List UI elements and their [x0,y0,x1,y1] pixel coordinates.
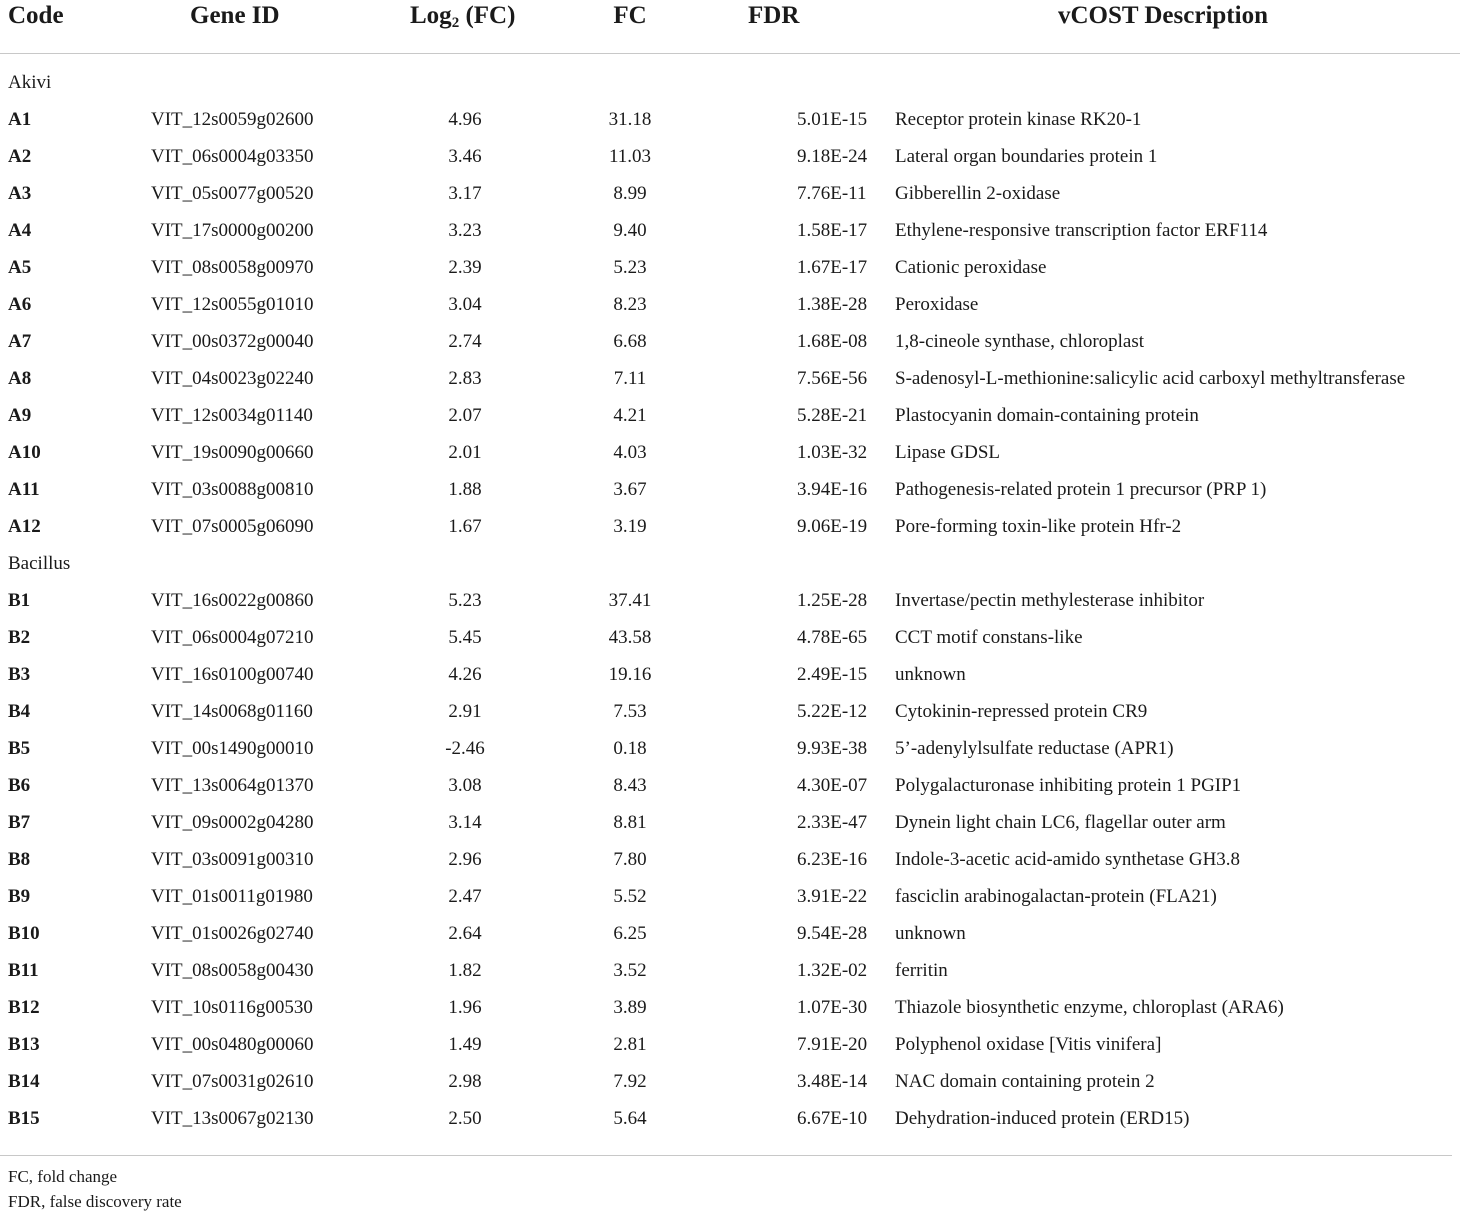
cell-log2fc: 1.88 [448,478,482,500]
cell-fc: 11.03 [608,145,652,167]
cell-log2fc: 2.83 [448,367,482,389]
cell-fdr: 9.18E-24 [797,145,868,167]
cell-fc: 3.89 [613,996,647,1018]
table-row [0,434,1460,471]
cell-description: Ethylene-responsive transcription factor ERF114 [895,219,1268,241]
cell-log2fc: 1.82 [448,959,482,981]
cell-description: Pore-forming toxin-like protein Hfr-2 [895,515,1182,537]
table-row [0,397,1460,434]
cell-description: Gibberellin 2-oxidase [895,182,1061,204]
cell-fc: 2.81 [613,1033,647,1055]
cell-log2fc: 2.01 [448,441,482,463]
cell-description: Indole-3-acetic acid-amido synthetase GH3.8 [895,848,1241,870]
cell-fc: 8.99 [613,182,647,204]
cell-description: unknown [895,922,966,944]
table-row [0,175,1460,212]
cell-description: Thiazole biosynthetic enzyme, chloroplast (ARA6) [895,996,1284,1018]
cell-log2fc: 2.98 [448,1070,482,1092]
footer-divider [0,1155,1452,1156]
cell-fc: 7.53 [613,700,647,722]
cell-fdr: 1.67E-17 [797,256,868,278]
cell-log2fc: 2.96 [448,848,482,870]
cell-code: B5 [8,737,31,759]
cell-log2fc: 5.23 [448,589,482,611]
cell-fdr: 9.06E-19 [797,515,868,537]
cell-code: B9 [8,885,31,907]
cell-code: B11 [8,959,39,981]
cell-fdr: 2.33E-47 [797,811,868,833]
header-log2fc [335,0,595,53]
header-code: Code [0,0,140,53]
cell-gene-id: VIT_12s0059g02600 [151,108,314,130]
cell-gene-id: VIT_01s0026g02740 [151,922,314,944]
cell-code: B14 [8,1070,40,1092]
table-row [0,841,1460,878]
cell-fc: 8.43 [613,774,647,796]
table-row [0,360,1460,397]
cell-description: Receptor protein kinase RK20-1 [895,108,1142,130]
cell-gene-id: VIT_19s0090g00660 [151,441,314,463]
table-row [0,730,1460,767]
cell-log2fc: 2.74 [448,330,482,352]
cell-gene-id: VIT_16s0100g00740 [151,663,314,685]
table-row [0,656,1460,693]
cell-fc: 7.80 [613,848,647,870]
cell-code: B2 [8,626,31,648]
cell-log2fc: 2.50 [448,1107,482,1129]
cell-gene-id: VIT_10s0116g00530 [151,996,313,1018]
cell-code: A6 [8,293,32,315]
cell-gene-id: VIT_08s0058g00970 [151,256,314,278]
cell-log2fc: -2.46 [445,737,485,759]
cell-gene-id: VIT_00s0372g00040 [151,330,314,352]
cell-fdr: 3.94E-16 [797,478,868,500]
cell-fc: 7.11 [613,367,647,389]
cell-log2fc: 5.45 [448,626,482,648]
cell-fdr: 1.68E-08 [797,330,868,352]
cell-description: Lateral organ boundaries protein 1 [895,145,1158,167]
cell-log2fc: 1.96 [448,996,482,1018]
table-row [0,471,1460,508]
cell-fdr: 2.49E-15 [797,663,868,685]
cell-log2fc: 1.67 [448,515,482,537]
cell-fdr: 1.07E-30 [797,996,868,1018]
cell-gene-id: VIT_03s0088g00810 [151,478,314,500]
cell-description: NAC domain containing protein 2 [895,1070,1155,1092]
cell-log2fc: 3.46 [448,145,482,167]
cell-fc: 3.67 [613,478,647,500]
cell-fc: 6.68 [613,330,647,352]
table-row [0,323,1460,360]
cell-code: A12 [8,515,41,537]
header-fdr: FDR [665,0,893,53]
cell-gene-id: VIT_07s0005g06090 [151,515,314,537]
cell-fdr: 6.67E-10 [797,1107,868,1129]
footnote-fdr: FDR, false discovery rate [8,1192,182,1211]
table-row [0,915,1460,952]
cell-code: A4 [8,219,32,241]
cell-log2fc: 2.64 [448,922,482,944]
cell-fdr: 9.93E-38 [797,737,868,759]
cell-log2fc: 3.08 [448,774,482,796]
table-row [0,878,1460,915]
cell-gene-id: VIT_14s0068g01160 [151,700,313,722]
cell-description: Cationic peroxidase [895,256,1047,278]
cell-gene-id: VIT_00s1490g00010 [151,737,314,759]
cell-fc: 9.40 [613,219,647,241]
cell-fc: 43.58 [608,626,652,648]
footnote-fc: FC, fold change [8,1167,118,1186]
cell-gene-id: VIT_12s0055g01010 [151,293,314,315]
cell-gene-id: VIT_05s0077g00520 [151,182,314,204]
cell-fdr: 4.30E-07 [797,774,868,796]
cell-fc: 4.21 [613,404,647,426]
cell-fc: 31.18 [608,108,652,130]
table-row [0,952,1460,989]
table-row [0,804,1460,841]
cell-gene-id: VIT_17s0000g00200 [151,219,314,241]
cell-code: A10 [8,441,41,463]
cell-log2fc: 2.47 [448,885,482,907]
cell-description: unknown [895,663,966,685]
cell-fc: 4.03 [613,441,647,463]
cell-gene-id: VIT_06s0004g03350 [151,145,314,167]
cell-code: B15 [8,1107,40,1129]
cell-description: Lipase GDSL [895,441,1001,463]
cell-fc: 3.52 [613,959,647,981]
table-row [0,989,1460,1026]
cell-fdr: 1.03E-32 [797,441,868,463]
cell-fdr: 3.48E-14 [797,1070,868,1092]
cell-fdr: 3.91E-22 [797,885,868,907]
group-row [0,545,1460,582]
cell-log2fc: 4.96 [448,108,482,130]
footnotes [8,1164,182,1214]
cell-description: Peroxidase [895,293,979,315]
table-row [0,693,1460,730]
cell-fdr: 4.78E-65 [797,626,868,648]
cell-description: Polygalacturonase inhibiting protein 1 PGIP1 [895,774,1242,796]
cell-fdr: 1.25E-28 [797,589,868,611]
cell-log2fc: 3.04 [448,293,482,315]
cell-description: Plastocyanin domain-containing protein [895,404,1199,426]
header-log-prefix: Log [410,2,452,29]
table-row [0,212,1460,249]
cell-fdr: 5.01E-15 [797,108,868,130]
cell-fdr: 9.54E-28 [797,922,868,944]
cell-code: B4 [8,700,31,722]
cell-description: 1,8-cineole synthase, chloroplast [895,330,1145,352]
cell-description: ferritin [895,959,948,981]
header-description: vCOST Description [893,0,1460,53]
cell-fc: 8.23 [613,293,647,315]
cell-gene-id: VIT_04s0023g02240 [151,367,314,389]
cell-code: A11 [8,478,40,500]
table-row [0,582,1460,619]
cell-description: 5’-adenylylsulfate reductase (APR1) [895,737,1174,759]
group-row [0,53,1460,101]
cell-description: fasciclin arabinogalactan-protein (FLA21) [895,885,1217,907]
cell-gene-id: VIT_13s0064g01370 [151,774,314,796]
cell-code: B1 [8,589,31,611]
cell-fc: 6.25 [613,922,647,944]
cell-code: B12 [8,996,40,1018]
table-body [0,53,1460,1137]
cell-fdr: 7.76E-11 [797,182,867,204]
cell-gene-id: VIT_03s0091g00310 [151,848,314,870]
cell-gene-id: VIT_12s0034g01140 [151,404,313,426]
cell-gene-id: VIT_09s0002g04280 [151,811,314,833]
table-row [0,1063,1460,1100]
cell-code: A9 [8,404,32,426]
cell-fdr: 7.91E-20 [797,1033,868,1055]
cell-log2fc: 2.07 [448,404,482,426]
header-row [0,0,1460,53]
cell-fdr: 7.56E-56 [797,367,868,389]
table-row [0,286,1460,323]
table-row [0,138,1460,175]
cell-description: S-adenosyl-L-methionine:salicylic acid carboxyl methyltransferase [895,367,1406,389]
cell-code: B13 [8,1033,40,1055]
cell-fc: 5.23 [613,256,647,278]
table-row [0,249,1460,286]
cell-description: Pathogenesis-related protein 1 precursor (PRP 1) [895,478,1267,500]
cell-code: A8 [8,367,32,389]
cell-description: CCT motif constans-like [895,626,1083,648]
cell-fdr: 5.22E-12 [797,700,868,722]
cell-gene-id: VIT_13s0067g02130 [151,1107,314,1129]
cell-fc: 7.92 [613,1070,647,1092]
cell-code: B10 [8,922,40,944]
table-row [0,1026,1460,1063]
table-row [0,101,1460,138]
cell-description: Dehydration-induced protein (ERD15) [895,1107,1190,1129]
cell-fdr: 6.23E-16 [797,848,868,870]
table-row [0,767,1460,804]
cell-code: A7 [8,330,32,352]
cell-gene-id: VIT_01s0011g01980 [151,885,313,907]
header-log-subscript: 2 [451,15,460,31]
cell-code: B7 [8,811,31,833]
cell-fc: 8.81 [613,811,647,833]
cell-log2fc: 1.49 [448,1033,482,1055]
header-gene-id: Gene ID [140,0,335,53]
cell-fc: 3.19 [613,515,647,537]
cell-description: Polyphenol oxidase [Vitis vinifera] [895,1033,1162,1055]
cell-code: B8 [8,848,31,870]
table-header [0,0,1460,53]
cell-log2fc: 3.17 [448,182,482,204]
cell-log2fc: 3.23 [448,219,482,241]
cell-fc: 5.64 [613,1107,647,1129]
table-row [0,619,1460,656]
cell-code: A5 [8,256,32,278]
group-label: Bacillus [8,552,71,574]
cell-fc: 19.16 [608,663,652,685]
cell-fdr: 1.58E-17 [797,219,868,241]
group-label: Akivi [8,71,52,93]
cell-code: B3 [8,663,31,685]
cell-code: A2 [8,145,32,167]
cell-description: Invertase/pectin methylesterase inhibitor [895,589,1205,611]
cell-log2fc: 2.91 [448,700,482,722]
header-log-suffix: (FC) [459,2,516,29]
cell-fdr: 1.32E-02 [797,959,868,981]
cell-log2fc: 4.26 [448,663,482,685]
cell-gene-id: VIT_07s0031g02610 [151,1070,314,1092]
cell-log2fc: 3.14 [448,811,482,833]
cell-gene-id: VIT_16s0022g00860 [151,589,314,611]
cell-code: B6 [8,774,31,796]
cell-code: A1 [8,108,32,130]
cell-fdr: 1.38E-28 [797,293,868,315]
table-row [0,508,1460,545]
cell-fc: 0.18 [613,737,647,759]
cell-gene-id: VIT_06s0004g07210 [151,626,314,648]
table-row [0,1100,1460,1137]
cell-description: Cytokinin-repressed protein CR9 [895,700,1148,722]
cell-description: Dynein light chain LC6, flagellar outer arm [895,811,1226,833]
header-fc: FC [595,0,665,53]
cell-fdr: 5.28E-21 [797,404,868,426]
cell-log2fc: 2.39 [448,256,482,278]
cell-fc: 37.41 [608,589,652,611]
cell-gene-id: VIT_00s0480g00060 [151,1033,314,1055]
cell-gene-id: VIT_08s0058g00430 [151,959,314,981]
cell-code: A3 [8,182,32,204]
cell-fc: 5.52 [613,885,647,907]
